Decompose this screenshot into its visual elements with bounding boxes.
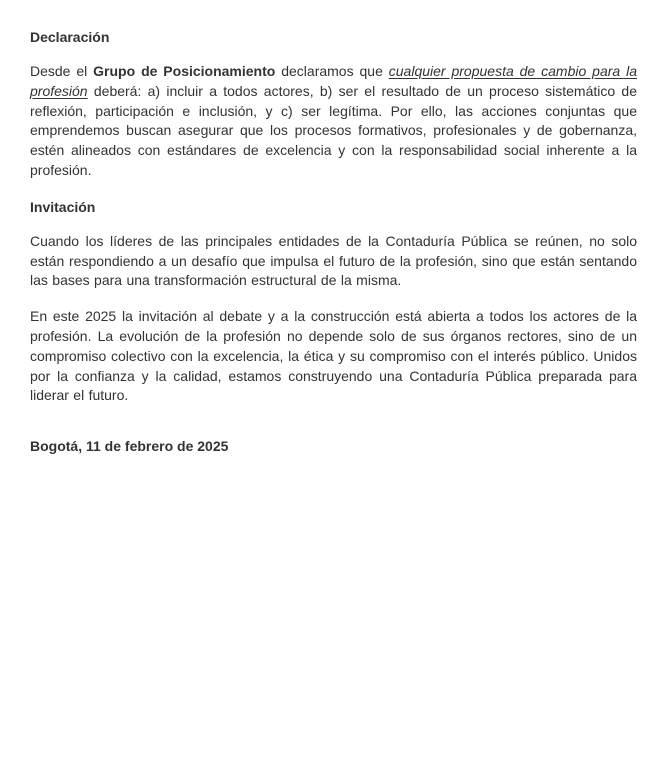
declaration-paragraph — [30, 62, 637, 181]
declaration-heading: Declaración — [30, 29, 110, 45]
declaration-paragraph-lead: Desde el — [30, 63, 94, 79]
declaration-emphasized-phrase: cualquier propuesta de cambio para la profesión — [30, 63, 637, 99]
declaration-bold-phrase: Grupo de Posicionamiento — [93, 63, 276, 79]
dateline: Bogotá, 11 de febrero de 2025 — [30, 438, 229, 455]
invitation-heading: Invitación — [30, 198, 96, 215]
declaration-paragraph-middle: declaramos que — [275, 63, 389, 79]
invitation-paragraph-1: Cuando los líderes de las principales entidades de la Contaduría Pública se reúnen, no solo están respondiendo a un desafío que impulsa el futuro de la profesión, sino que están sentando las bases para una transformación estructural de la misma. — [30, 232, 637, 289]
declaration-paragraph-rest: deberá: a) incluir a todos actores, b) ser el resultado de un proceso sistemático de reflexión, participación e inclusión, y c) ser legítima. Por ello, las acciones conjuntas que emprendemos buscan asegurar que los procesos formativos, profesionales y de gobernanza, estén alineados con estándares de excelencia y con la responsabilidad social inherente a la profesión. — [30, 82, 637, 178]
invitation-paragraph-2: En este 2025 la invitación al debate y a la construcción está abierta a todos los actores de la profesión. La evolución de la profesión no depende solo de sus órganos rectores, sino de un compromiso colectivo con la excelencia, la ética y su compromiso con el interés público. Unidos por la confianza y la calidad, estamos construyendo una Contaduría Pública preparada para liderar el futuro. — [30, 308, 637, 404]
